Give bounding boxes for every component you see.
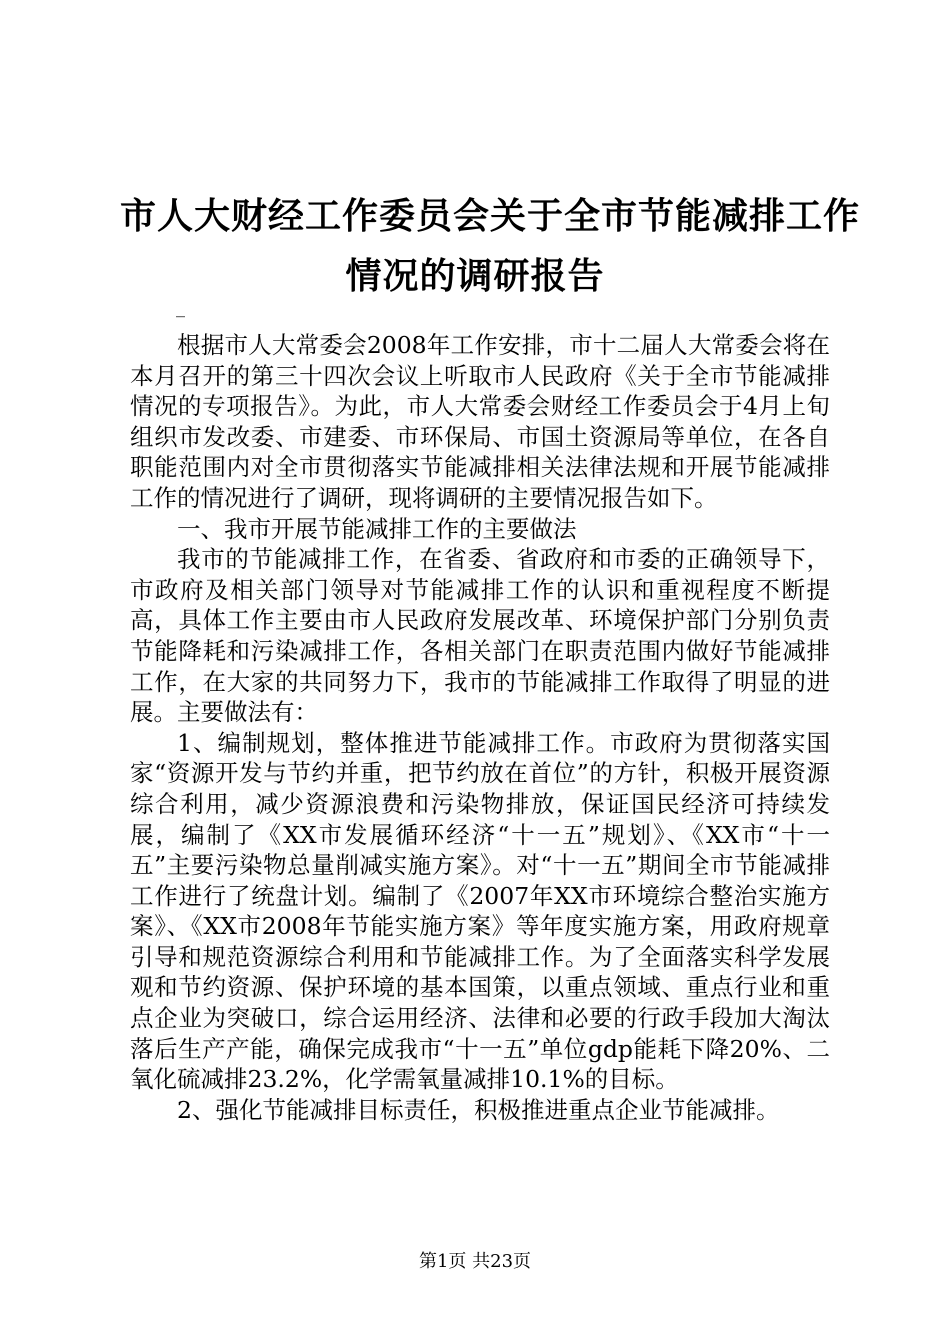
paragraph-intro: 根据市人大常委会2008年工作安排，市十二届人大常委会将在本月召开的第三十四次会议上听取市人民政府《关于全市节能减排情况的专项报告》。为此，市人大常委会财经工作委员会于4月上旬组织市发改委、市建委、市环保局、市国土资源局等单位，在各自职能范围内对全市贯彻落实节能减排相关法律法规和开展节能减排工作的情况进行了调研，现将调研的主要情况报告如下。 xyxy=(130,331,830,512)
document-body xyxy=(130,330,830,1125)
document-title-line-1: 市人大财经工作委员会关于全市节能减排工作 xyxy=(120,195,861,237)
title-underscore-mark: _ xyxy=(176,297,185,318)
document-title-line-2: 情况的调研报告 xyxy=(345,255,605,297)
paragraph-overview: 我市的节能减排工作，在省委、省政府和市委的正确领导下，市政府及相关部门领导对节能减排工作的认识和重视程度不断提高，具体工作主要由市人民政府发展改革、环境保护部门分别负责节能降耗和污染减排工作，各相关部门在职责范围内做好节能减排工作，在大家的共同努力下，我市的节能减排工作取得了明显的进展。主要做法有： xyxy=(130,545,830,727)
section-heading-1: 一、我市开展节能减排工作的主要做法 xyxy=(177,514,577,543)
paragraph-item-2: 2、强化节能减排目标责任，积极推进重点企业节能减排。 xyxy=(177,1095,780,1124)
paragraph-item-1: 1、编制规划，整体推进节能减排工作。市政府为贯彻落实国家“资源开发与节约并重，把节约放在首位”的方针，积极开展资源综合利用，减少资源浪费和污染物排放，保证国民经济可持续发展，编制了《XX市发展循环经济“十一五”规划》、《XX市“十一五”主要污染物总量削减实施方案》。对“十一五”期间全市节能减排工作进行了统盘计划。编制了《2007年XX市环境综合整治实施方案》、《XX市2008年节能实施方案》等年度实施方案，用政府规章引导和规范资源综合利用和节能减排工作。为了全面落实科学发展观和节约资源、保护环境的基本国策，以重点领域、重点行业和重点企业为突破口，综合运用经济、法律和必要的行政手段加大淘汰落后生产产能，确保完成我市“十一五”单位gdp能耗下降20%、二氧化硫减排23.2%，化学需氧量减排10.1%的目标。 xyxy=(130,728,830,1094)
page-number-footer: 第1页 共23页 xyxy=(418,1251,532,1272)
